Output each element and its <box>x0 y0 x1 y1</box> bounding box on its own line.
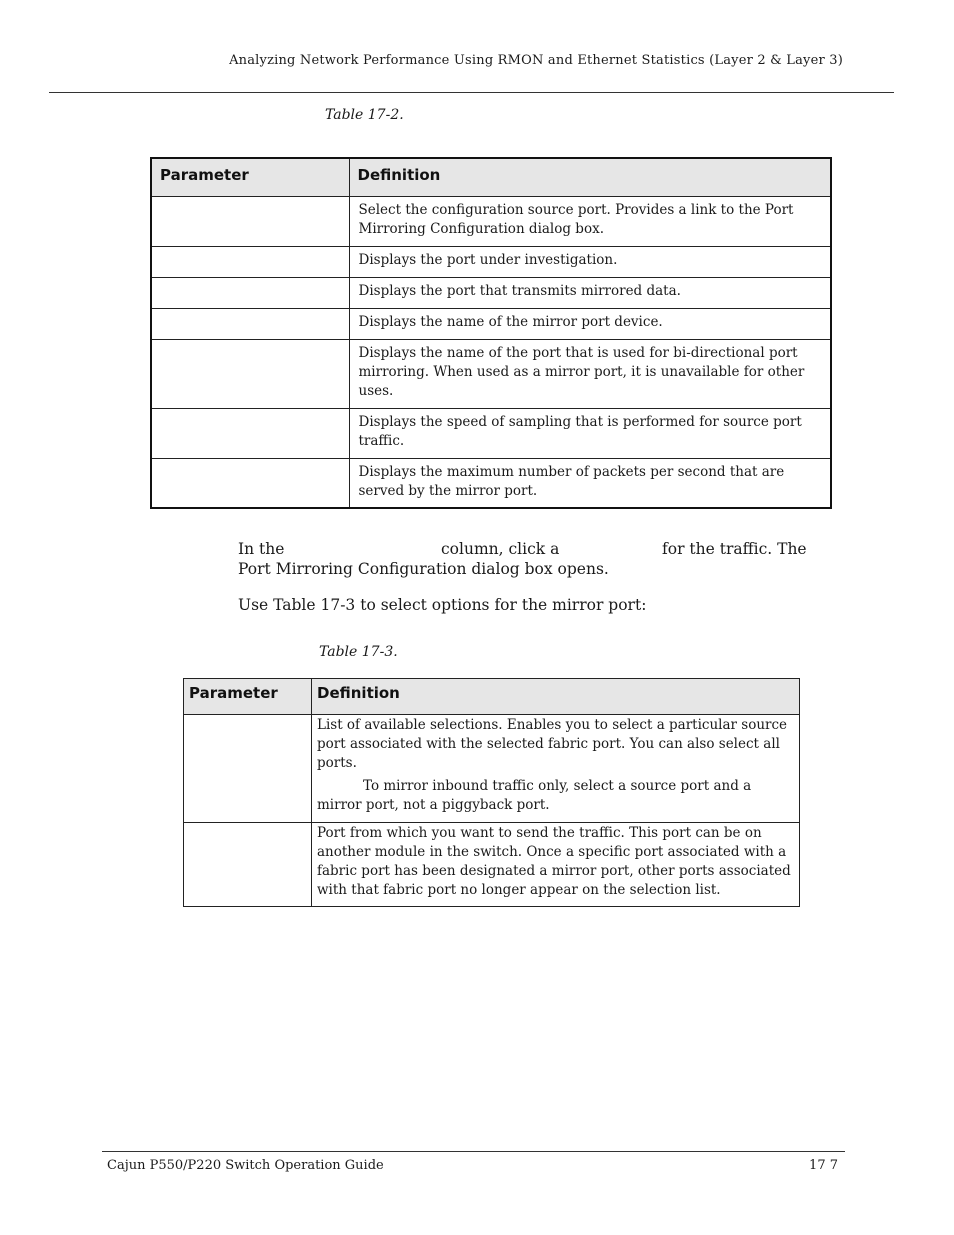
table-row <box>184 823 800 907</box>
parameter-cell <box>151 196 349 246</box>
table-17-3 <box>183 678 800 907</box>
table-header-row <box>151 158 831 196</box>
definition-cell: Displays the port that transmits mirrored data. <box>349 277 831 308</box>
table-17-2 <box>150 157 832 509</box>
page-number: 17 7 <box>809 1158 838 1173</box>
definition-text: List of available selections. Enables you to select a particular source port associated with the selected fabric port. You can also select all ports. <box>317 717 788 771</box>
parameter-cell <box>184 715 312 823</box>
parameter-cell <box>151 458 349 508</box>
step-text-part-1: In the <box>238 540 285 558</box>
definition-cell: Displays the name of the mirror port device. <box>349 308 831 339</box>
definition-cell: Port from which you want to send the traffic. This port can be on another module in the switch. Once a specific port associated with a fabric port has been designated a mirror port, other ports associated with that fabric port no longer appear on the selection list. <box>312 823 800 907</box>
definition-cell: Select the configuration source port. Provides a link to the Port Mirroring Configuration dialog box. <box>349 196 831 246</box>
table-17-2-caption: Table 17-2. <box>325 107 404 123</box>
definition-cell: Displays the name of the port that is used for bi-directional port mirroring. When used as a mirror port, it is unavailable for other uses. <box>349 339 831 408</box>
table-row <box>151 458 831 508</box>
footer-guide-title: Cajun P550/P220 Switch Operation Guide <box>107 1158 384 1173</box>
parameter-cell <box>184 823 312 907</box>
table-row <box>151 246 831 277</box>
table-17-3-caption: Table 17-3. <box>319 644 398 660</box>
step-text-part-3 <box>662 539 838 559</box>
parameter-cell <box>151 339 349 408</box>
table-row <box>151 339 831 408</box>
column-header-definition: Definition <box>349 158 831 196</box>
step-text-part-3-content: for the traffic. The <box>662 540 807 558</box>
definition-cell: Displays the speed of sampling that is performed for source port traffic. <box>349 408 831 458</box>
column-header-parameter: Parameter <box>151 158 349 196</box>
parameter-cell <box>151 308 349 339</box>
footer-divider <box>102 1151 845 1152</box>
note-text <box>317 777 794 815</box>
note-content: To mirror inbound traffic only, select a source port and a mirror port, not a piggyback port. <box>317 778 752 813</box>
column-header-definition: Definition <box>312 679 800 715</box>
step-line-1 <box>238 539 838 559</box>
step-paragraph <box>238 539 838 579</box>
intro-paragraph: Use Table 17-3 to select options for the mirror port: <box>238 596 647 614</box>
definition-cell: Displays the port under investigation. <box>349 246 831 277</box>
table-header-row <box>184 679 800 715</box>
step-text-part-2: column, click a <box>441 540 560 558</box>
parameter-cell <box>151 408 349 458</box>
column-header-parameter: Parameter <box>184 679 312 715</box>
parameter-cell <box>151 246 349 277</box>
header-divider <box>49 92 894 93</box>
table-row <box>151 408 831 458</box>
parameter-cell <box>151 277 349 308</box>
definition-cell <box>312 715 800 823</box>
table-row <box>151 308 831 339</box>
running-header: Analyzing Network Performance Using RMON and Ethernet Statistics (Layer 2 & Layer 3) <box>229 53 843 68</box>
table-row <box>151 277 831 308</box>
table-row <box>151 196 831 246</box>
definition-cell: Displays the maximum number of packets per second that are served by the mirror port. <box>349 458 831 508</box>
step-line-2: Port Mirroring Configuration dialog box opens. <box>238 560 609 578</box>
table-row <box>184 715 800 823</box>
